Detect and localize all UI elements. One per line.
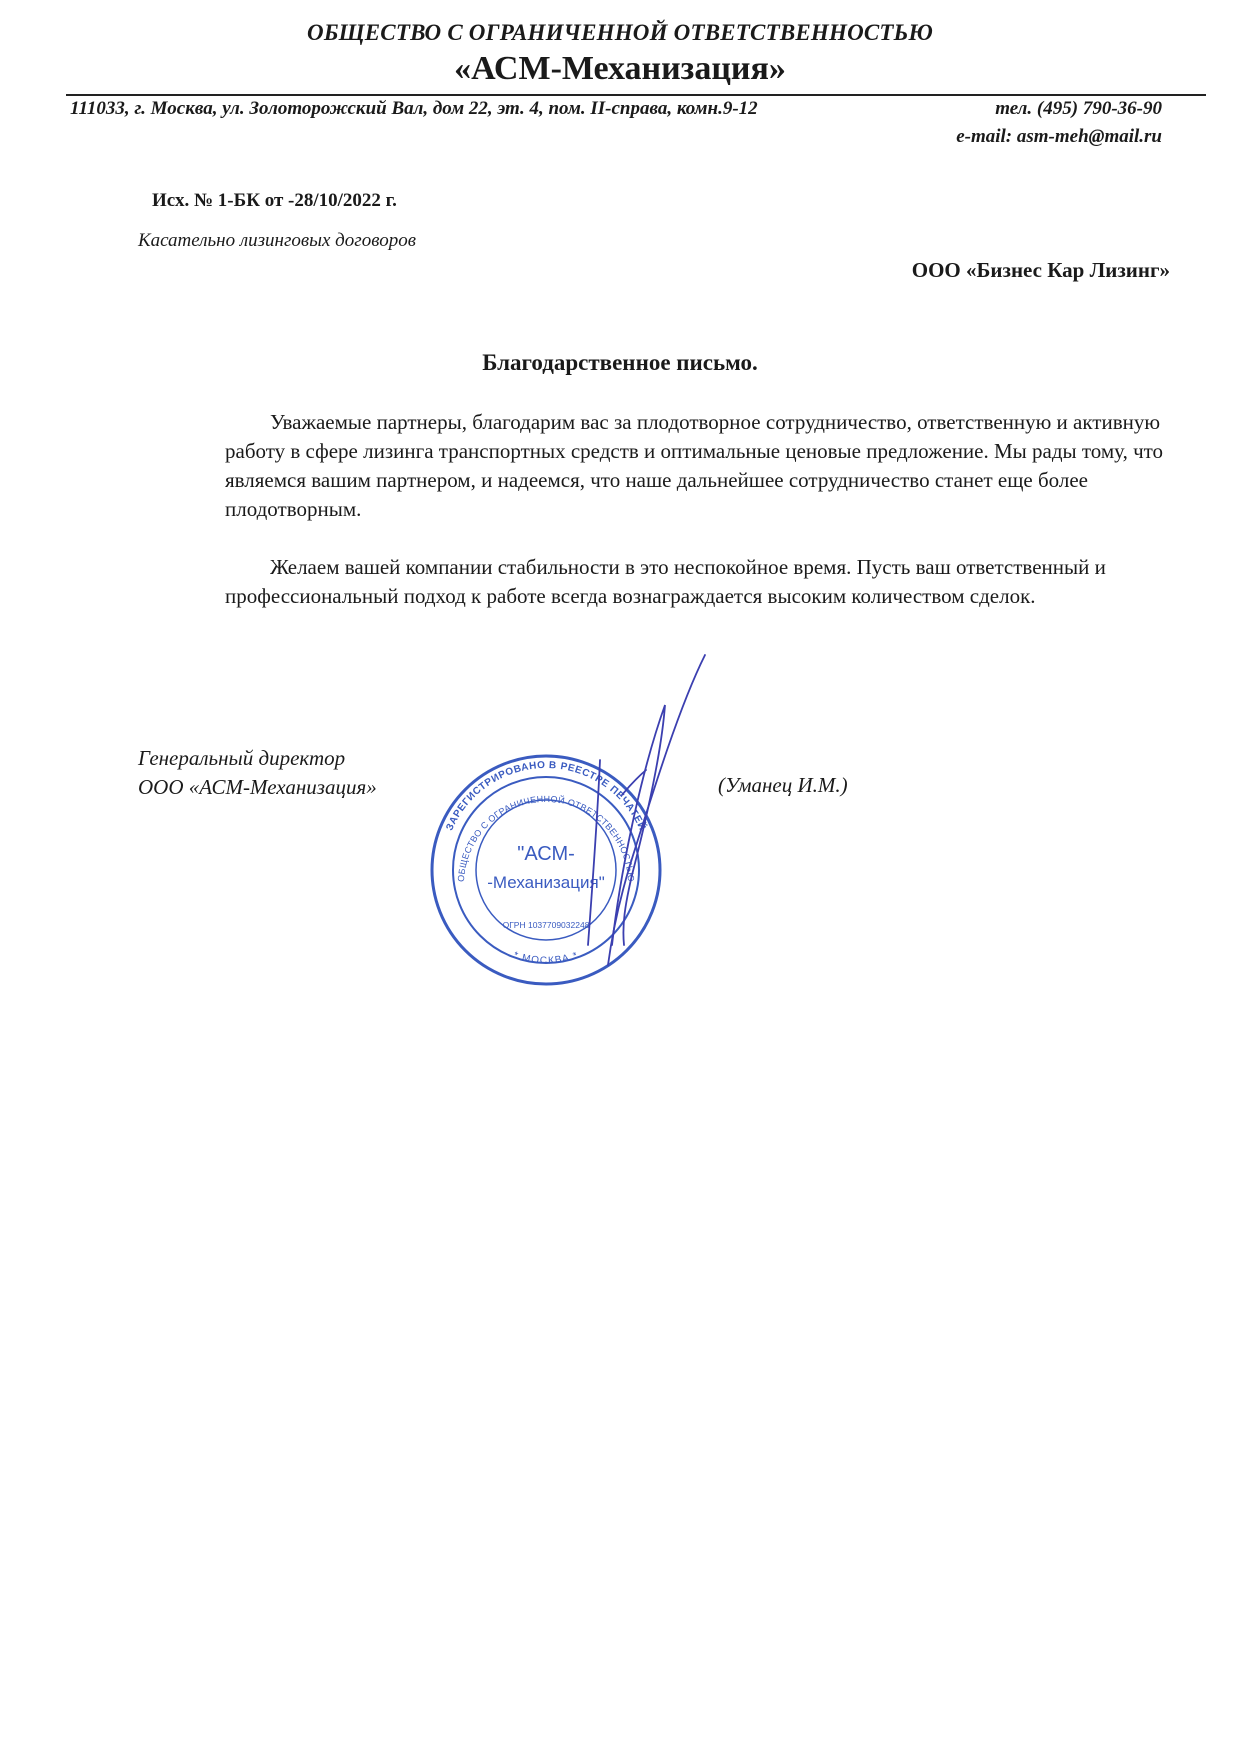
seal-outer-text: ЗАРЕГИСТРИРОВАНО В РЕЕСТРЕ ПЕЧАТЕЙ <box>444 759 648 833</box>
letter-title: Благодарственное письмо. <box>482 350 758 375</box>
signature-stroke <box>612 705 665 945</box>
letterhead-org-type: ОБЩЕСТВО С ОГРАНИЧЕННОЙ ОТВЕТСТВЕННОСТЬЮ <box>307 20 933 45</box>
seal-center-line-1: "АСМ- <box>517 843 575 865</box>
signature-stroke <box>588 760 600 945</box>
seal-inner-ring-text: ОБЩЕСТВО С ОГРАНИЧЕННОЙ ОТВЕТСТВЕННОСТЬЮ <box>455 793 637 883</box>
handwritten-signature <box>570 645 710 975</box>
letter-recipient: ООО «Бизнес Кар Лизинг» <box>911 258 1170 282</box>
letterhead-email: e-mail: asm-meh@mail.ru <box>956 126 1162 147</box>
letter-body-paragraph-2 <box>225 553 1165 611</box>
letterhead-company-name: «АСМ-Механизация» <box>454 50 786 87</box>
letterhead-divider <box>66 94 1206 96</box>
seal-city-text: * МОСКВА * <box>511 949 581 967</box>
outgoing-reference: Исх. № 1-БК от -28/10/2022 г. <box>152 190 397 211</box>
letter-subject: Касательно лизинговых договоров <box>138 230 416 251</box>
paragraph-text: Уважаемые партнеры, благодарим вас за плодотворное сотрудничество, ответственную и активную работу в сфере лизинга транспортных средств и оптимальные ценовые предложение. Мы рады тому, что являемся вашим партнером, и надеемся, что наше дальнейшее сотрудничество станет еще более плодотворным. <box>225 410 1164 521</box>
seal-ogrn: ОГРН 1037709032248 <box>502 920 590 930</box>
paragraph-text: Желаем вашей компании стабильности в это неспокойное время. Пусть ваш ответственный и профессиональный подход к работе всегда вознаграждается высоким количеством сделок. <box>225 555 1106 608</box>
letter-body-paragraph-1 <box>225 408 1165 524</box>
signatory-position <box>138 744 377 802</box>
seal-center-line-2: -Механизация" <box>487 873 605 892</box>
signatory-position-line-2: ООО «АСМ-Механизация» <box>138 775 377 799</box>
letterhead-phone: тел. (495) 790-36-90 <box>995 98 1162 119</box>
signature-stroke <box>608 655 705 965</box>
signatory-name: (Уманец И.М.) <box>718 773 848 797</box>
letterhead-address: 111033, г. Москва, ул. Золоторожский Вал, дом 22, эт. 4, пом. II-справа, комн.9-12 <box>70 98 758 119</box>
signatory-position-line-1: Генеральный директор <box>138 746 346 770</box>
